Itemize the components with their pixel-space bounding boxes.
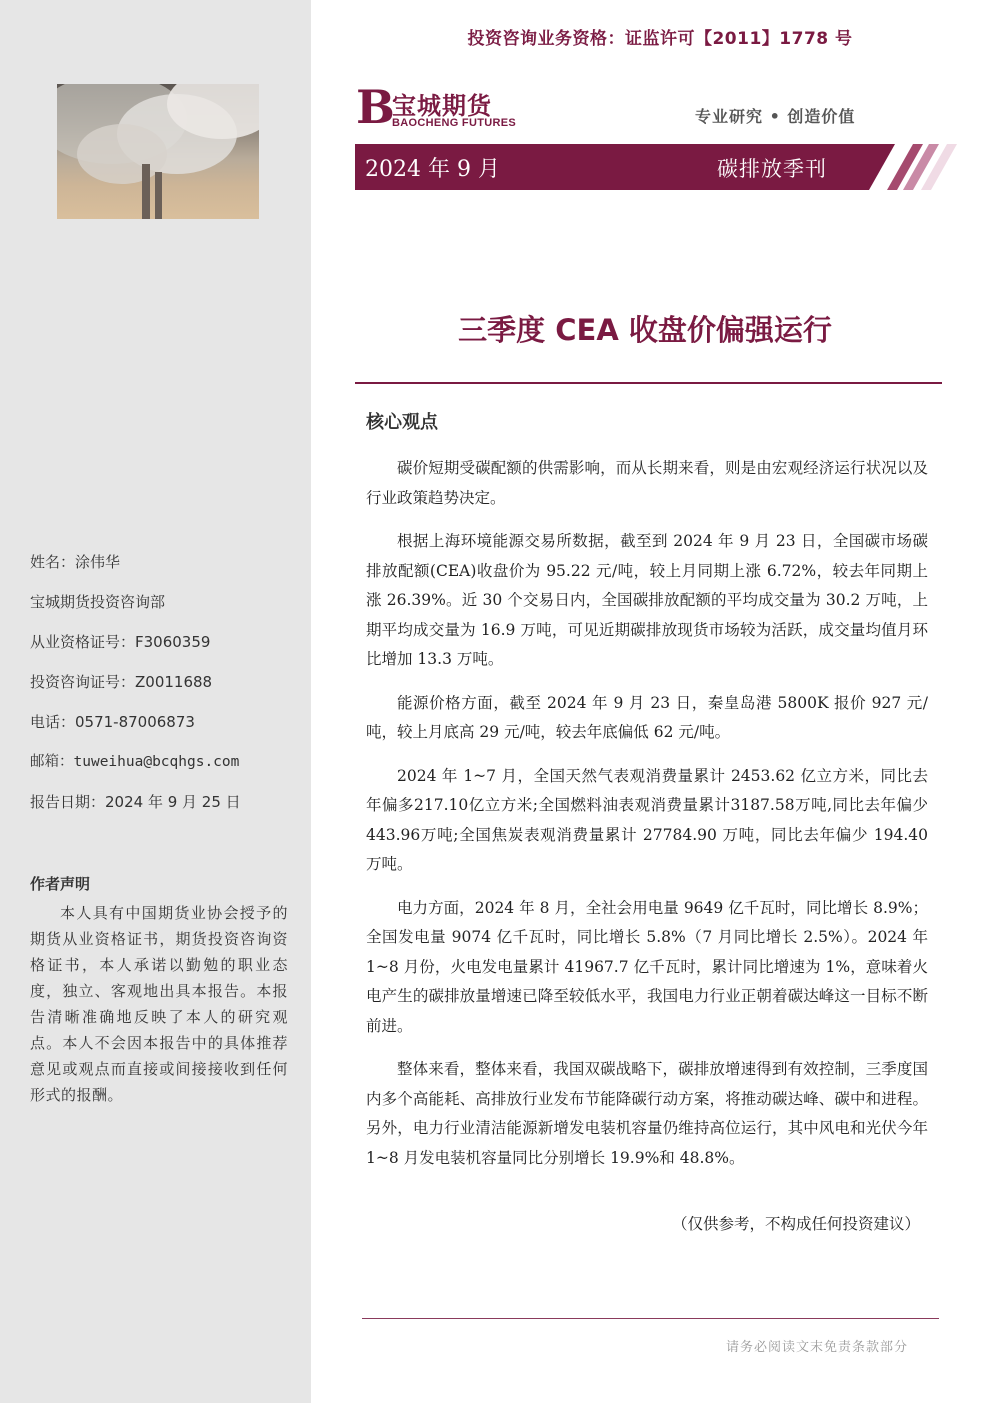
paragraph: 电力方面，2024 年 8 月，全社会用电量 9649 亿千瓦时，同比增长 8.9%；全国发电量 9074 亿千瓦时，同比增长 5.8%（7 月同比增长 2.5%）。2024 年 1~8 月份，火电发电量累计 41967.7 亿千瓦时，累计同比增速为 1%，意味着火电产生的碳排放量增速已降至较低水平，我国电力行业正朝着碳达峰这一目标不断前进。: [366, 898, 928, 1035]
practice-certificate: 从业资格证号：F3060359: [30, 633, 211, 651]
analyst-phone: 电话：0571-87006873: [30, 713, 195, 731]
section-heading: 核心观点: [366, 412, 438, 433]
paragraph: 碳价短期受碳配额的供需影响，而从长期来看，则是由宏观经济运行状况以及行业政策趋势决定。: [366, 459, 928, 507]
analyst-info: [30, 552, 290, 832]
paragraph: 能源价格方面，截至 2024 年 9 月 23 日，秦皇岛港 5800K 报价 927 元/吨，较上月底高 29 元/吨，较去年底偏低 62 元/吨。: [366, 693, 928, 741]
paragraph: 整体来看，整体来看，我国双碳战略下，碳排放增速得到有效控制，三季度国内多个高能耗、高排放行业发布节能降碳行动方案，将推动碳达峰、碳中和进程。另外，电力行业清洁能源新增发电装机容量仍维持高位运行，其中风电和光伏今年 1~8 月发电装机容量同比分别增长 19.9%和 48.8%。: [366, 1060, 928, 1167]
license-line: 投资咨询业务资格：证监许可【2011】1778 号: [467, 29, 853, 49]
smokestack: [155, 172, 162, 219]
banner-publication: 碳排放季刊: [717, 157, 827, 181]
title-divider: [355, 382, 942, 384]
logo-name-en: BAOCHENG FUTURES: [392, 117, 516, 129]
analyst-email: 邮箱：tuweihua@bcqhgs.com: [30, 754, 240, 770]
footer-note: 请务必阅读文末免责条款部分: [725, 1340, 908, 1355]
footer-divider: [362, 1318, 939, 1319]
analyst-name: 姓名：涂伟华: [30, 553, 121, 571]
advisory-certificate: 投资咨询证号：Z0011688: [30, 673, 213, 691]
investment-disclaimer: （仅供参考，不构成任何投资建议）: [671, 1215, 920, 1233]
slogan: 专业研究 • 创造价值: [695, 107, 856, 126]
declaration-body: 本人具有中国期货业协会授予的期货从业资格证书，期货投资咨询资格证书，本人承诺以勤勉的职业态度，独立、客观地出具本报告。本报告清晰准确地反映了本人的研究观点。本人不会因本报告中的具体推荐意见或观点而直接或间接接收到任何形式的报酬。: [30, 904, 288, 1104]
header-banner: [355, 144, 935, 190]
paragraph: 2024 年 1~7 月，全国天然气表观消费量累计 2453.62 亿立方米，同比去年偏多217.10亿立方米;全国燃料油表观消费量累计3187.58万吨,同比去年偏少 443.96万吨;全国焦炭表观消费量累计 27784.90 万吨，同比去年偏少 194.40 万吨。: [366, 766, 928, 873]
smoke-cloud: [77, 124, 167, 184]
report-date: 报告日期：2024 年 9 月 25 日: [30, 793, 241, 811]
paragraph: 根据上海环境能源交易所数据，截至到 2024 年 9 月 23 日，全国碳市场碳排放配额(CEA)收盘价为 95.22 元/吨，较上月同期上涨 6.72%，较去年同期上涨 26.39%。近 30 个交易日内，全国碳排放配额的平均成交量为 30.2 万吨，上期平均成交量为 16.9 万吨，可见近期碳排放现货市场较为活跃，成交量均值月环比增加 13.3 万吨。: [366, 532, 928, 668]
report-title: 三季度 CEA 收盘价偏强运行: [458, 313, 832, 347]
logo-name-cn: 宝城期货: [392, 92, 492, 120]
logo-mark-icon: B: [356, 80, 395, 134]
core-views: [366, 454, 928, 1187]
smokestack-photo: [57, 84, 259, 219]
analyst-department: 宝城期货投资咨询部: [30, 593, 166, 611]
sidebar: [0, 0, 311, 1403]
banner-date: 2024 年 9 月: [365, 157, 500, 182]
company-logo: [356, 80, 526, 134]
declaration-title: 作者声明: [30, 875, 91, 893]
smokestack: [142, 164, 150, 219]
